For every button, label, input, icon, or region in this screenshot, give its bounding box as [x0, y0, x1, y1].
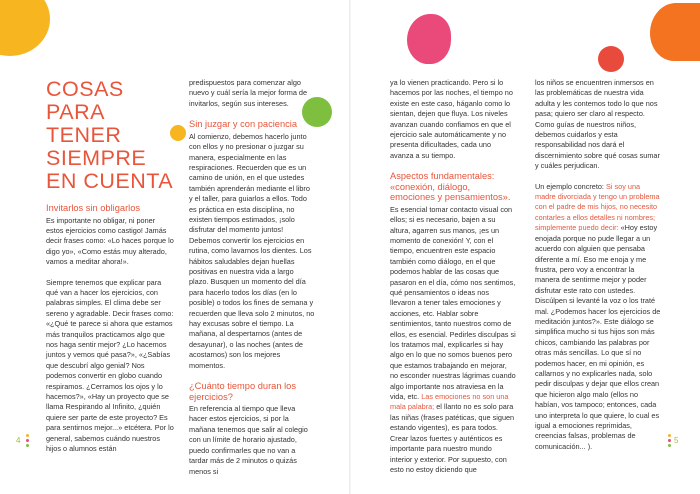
- highlighted-text: Si soy una madre divorciada y tengo un problema con el padre de mis hijos, no necesito contarles a ellos detalles ni nombres; simplemente puedo decir:: [535, 181, 660, 233]
- paragraph: Siempre tenemos que explicar para qué van a hacer los ejercicios, con palabras simples. El clima debe ser sereno y agradable. Decir frases como: «¿Qué te parece si ahora que estamos más tranquilos practicamos algo que nos haga sentir mejor? ¿Lo hacemos juntos y vemos qué pasa?», «¿Sabías que descubrí algo genial? Nos podemos convertir en globo cuando respiramos. ¿Cerramos los ojos y lo hacemos?», «Hay un proyecto que se llama Respirando al Infinito, ¿quién quiere ser parte de este proyecto? Es para sentirnos mejor...» etcétera. Por lo general, sabemos cuándo nuestros hijos o alumnos están: [46, 277, 174, 454]
- paragraph: En referencia al tiempo que lleva hacer estos ejercicios, si por la mañana tenemos que salir al colegio con un límite de horario ajustado, puedo confirmarles que no van a tardar más de 2 minutos o quizás menos si: [189, 404, 308, 476]
- paragraph: predispuestos para comenzar algo nuevo y cuál sería la mejor forma de invitarlos, según sus intereses.: [189, 78, 308, 108]
- orange-blob-decoration: [650, 3, 700, 61]
- paragraph: Debemos convertir los ejercicios en rutina, como lavarnos los dientes. Los hábitos saludables dejan huellas positivas en nuestra vida a largo plazo. Busquen un momento del día para hacerlo todos los días (en lo posible) o todos los fines de semana y recuerden que lleva solo 2 minutos, no hay excusas sobre el tiempo. La mañana, al despertarnos (antes de desayunar), o las noches (antes de acostarnos) son los mejores momentos.: [189, 235, 315, 370]
- paragraph-text: Es esencial tomar contacto visual con ellos; si es necesario, bajen a su altura, agarren sus manos, ¡es un momento de conexión! Y, con el tiempo, encuentren este espacio también como diálogo, en el que podemos hablar de las cosas que pasaron en el día, cómo nos sentimos, qué pensamientos o ideas nos llevaron a tener tales emociones y acciones, etc. Hablar sobre sentimientos, tanto nuestros como de ellos, es esencial. Pedirles disculpas si los tratamos mal, explicarles si hay algo en lo que no somos buenos pero que estamos trabajando en mejorar, no esconder nuestras lágrimas cuando algo importante nos atraviesa en la vida, etc.: [390, 204, 516, 402]
- page-dots-left: [26, 434, 29, 449]
- pink-blob-decoration: [407, 14, 451, 64]
- page-number-left: 4: [16, 436, 21, 445]
- heading-aspectos: Aspectos fundamentales: «conexión, diálogo, emociones y pensamientos».: [390, 171, 511, 203]
- heading-sin-juzgar: Sin juzgar y con paciencia: [189, 119, 298, 130]
- paragraph: ya lo vienen practicando. Pero si lo hacemos por las noches, el tiempo no existe en este caso, háganlo como lo sientan, dejen que fluya. Los niveles avanzan cuando confiamos en que el ejercicio sale automáticamente y no presenta dificultades, cada uno avanza a su tiempo.: [390, 78, 513, 160]
- red-dot-decoration: [598, 46, 624, 72]
- paragraph: los niños se encuentren inmersos en las problemáticas de nuestra vida adulta y les contemos todo lo que nos pasa; quiero ser claro al respecto. Como guías de nuestros niños, debemos cuidarlos y esta responsabilidad nos dará el discernimiento sobre qué cosas sumar y cuáles perjudican.: [535, 78, 660, 171]
- yellow-blob-decoration: [0, 0, 50, 56]
- heading-cuanto-tiempo: ¿Cuánto tiempo duran los ejercicios?: [189, 381, 296, 402]
- column-3: [390, 78, 516, 475]
- column-4: [535, 78, 661, 452]
- paragraph-text: «Hoy estoy enojada porque no pude llegar a un acuerdo con alguien que pensaba diferente a mí. Eso me enoja y me frustra, pero voy a encontrar la manera de sentirme mejor y poder disfrutar este rato con ustedes. Discúlpen si levanté la voz o los traté mal. ¿Podemos hacer los ejercicios de meditación juntos?». Este diálogo se simplifica mucho si tus hijos son más chicos, cambiando las palabras por otras más sencillas. Lo que sí no podemos hacer, en mi opinión, es callarnos y no explicarles nada, solo pedir disculpas y dejar que ellos crean que hicieron algo malo (ellos no habían, vos tampoco; entonces, cada uno interpreta lo que quiere, lo cual es igual a emociones reprimidas, creencias falsas, problemas de comunicación... ).: [535, 223, 661, 451]
- paragraph: Es importante no obligar, ni poner estos ejercicios como castigo! Jamás decir frases como: «Lo haces porque lo digo yo», «Como estás muy alterado, vamos a meditar ahora!».: [46, 215, 174, 267]
- paragraph: Al comienzo, debemos hacerlo junto con ellos y no presionar o juzgar su manera, especialmente en las respiraciones. Recuerden que es un camino de unión, en el que ustedes también aprenderán mediante el libro y el taller, para guiarlos a ellos. Todo es práctica en esta disciplina, no existen tiempos estimados, ¡solo disfrutar del momento juntos!: [189, 131, 310, 235]
- heading-invitarlos: Invitarlos sin obligarlos: [46, 203, 141, 213]
- page-dots-right: [668, 434, 671, 449]
- paragraph-text: Un ejemplo concreto:: [535, 181, 604, 191]
- column-2: [189, 78, 315, 477]
- paragraph: [390, 205, 516, 476]
- highlighted-text: Las emociones no son una mala palabra;: [390, 392, 509, 412]
- paragraph-text: el llanto no es solo para las niñas (frases patéticas, que siguen estando vigentes), es para todos. Crear lazos fuertes y auténticos es importante para nuestro mundo interior y exterior. Por supuesto, con esto no estoy diciendo que: [390, 402, 515, 474]
- paragraph: [535, 182, 661, 453]
- spine-shadow: [349, 0, 351, 494]
- page-number-right: 5: [674, 436, 679, 445]
- page-title: COSAS PARA TENER SIEMPRE EN CUENTA: [46, 77, 174, 193]
- column-1: [46, 78, 174, 454]
